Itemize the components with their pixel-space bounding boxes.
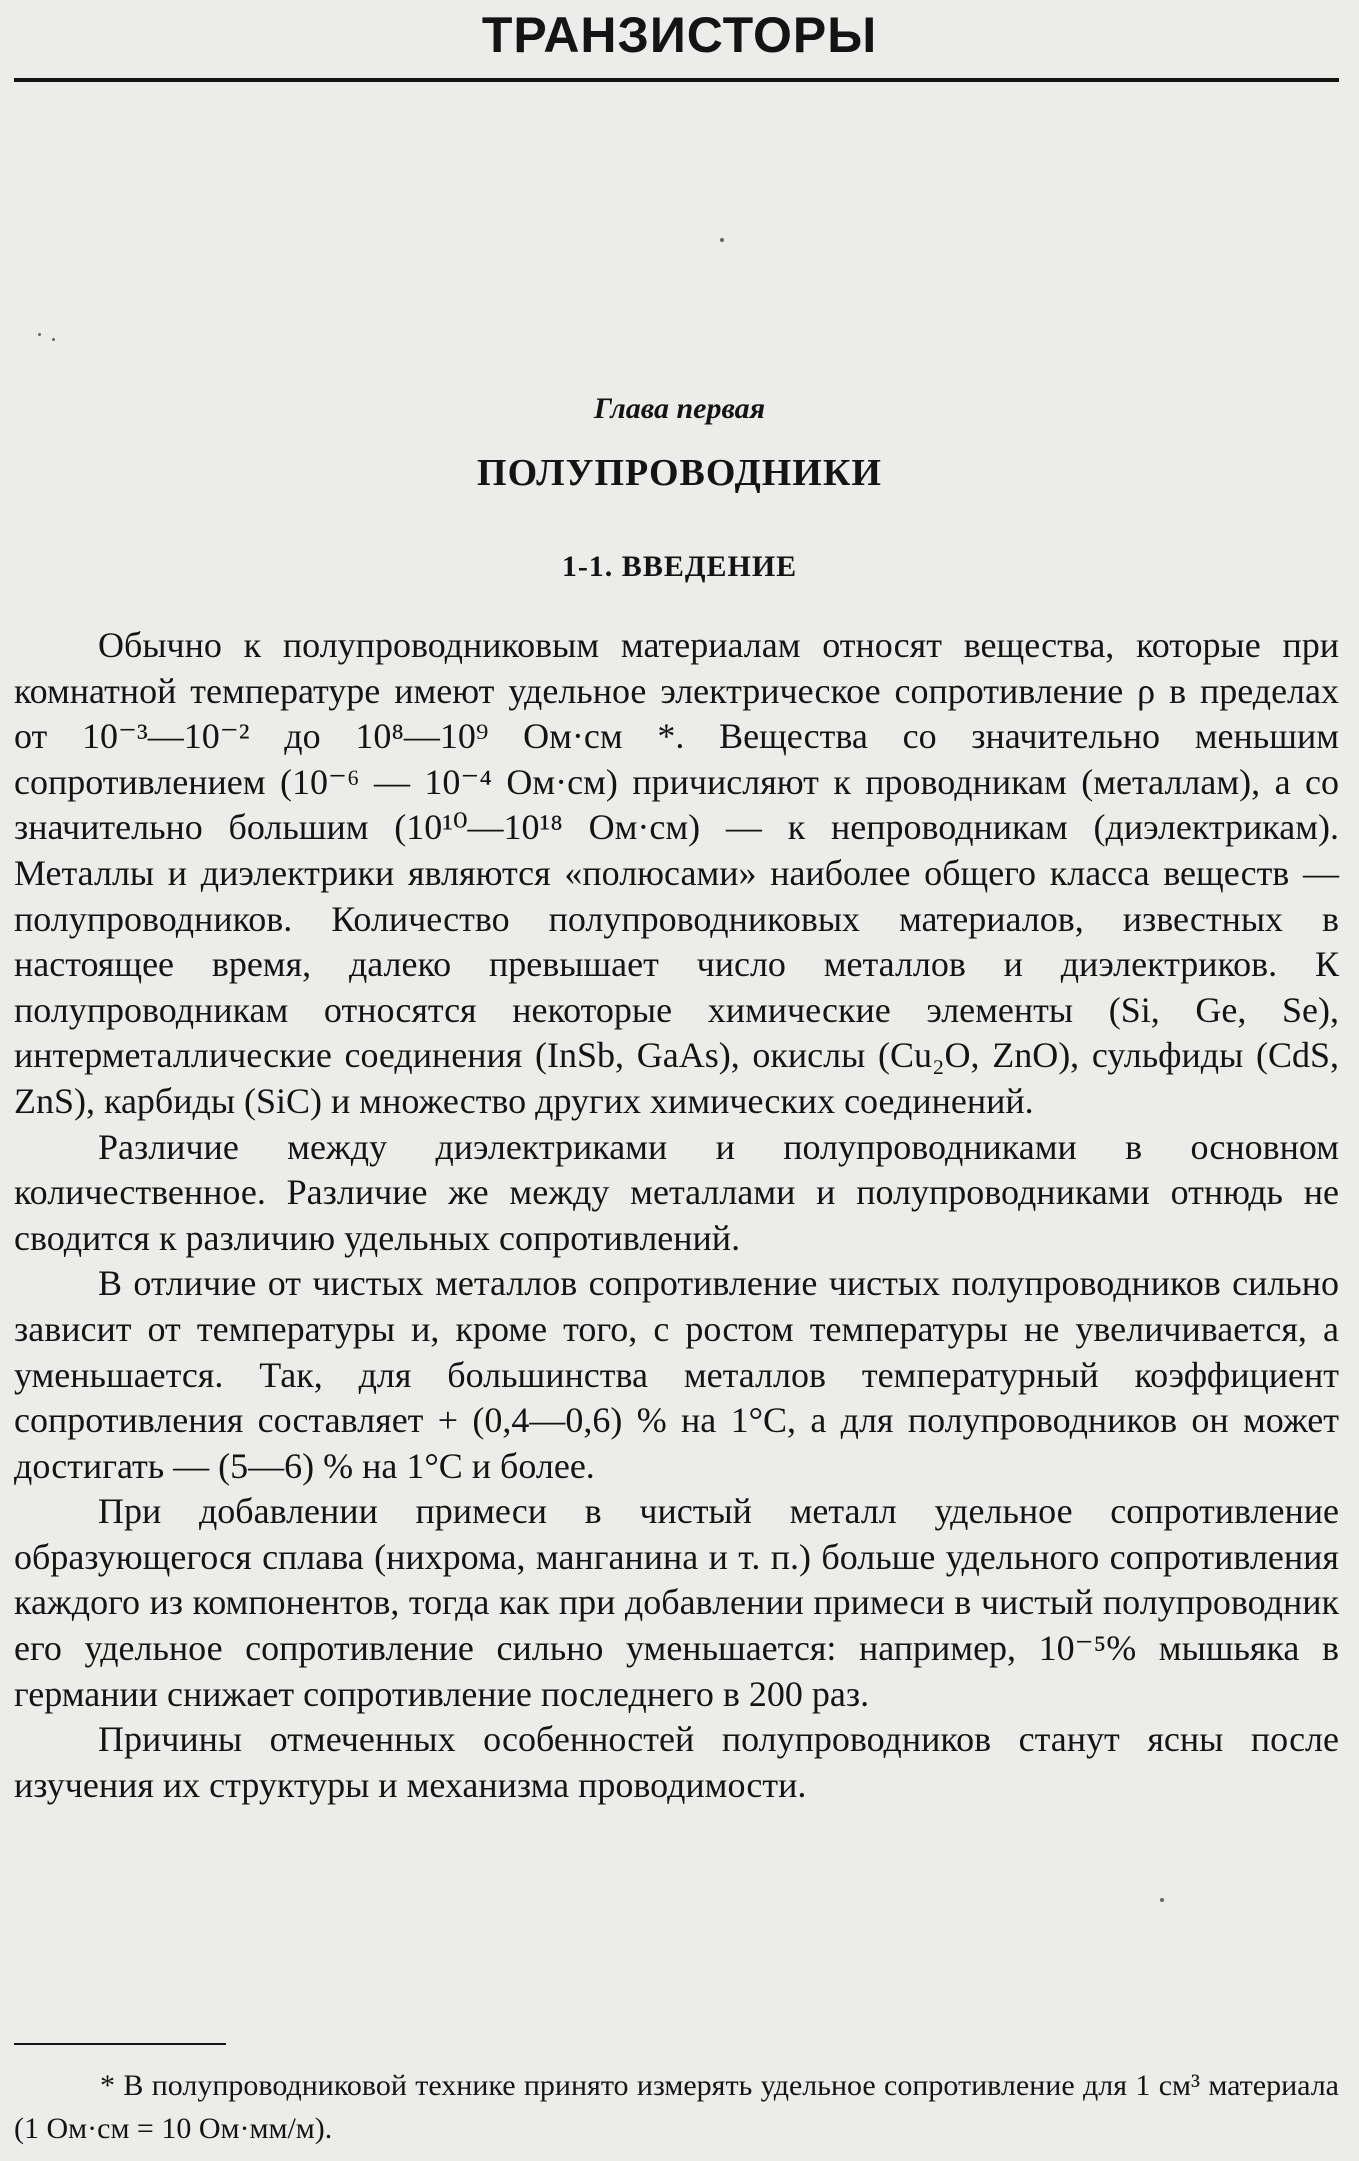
chapter-label: Глава первая [593, 392, 766, 425]
print-speck [1160, 1898, 1164, 1902]
print-speck [52, 338, 55, 341]
print-speck [38, 333, 41, 336]
section-title: 1-1. ВВЕДЕНИЕ [561, 550, 798, 583]
paragraph: Обычно к полупроводниковым материалам относят вещества, которые при комнатной температуре имеют удельное электрическое сопротивление ρ в пределах от 10⁻³—10⁻² до 10⁸—10⁹ Ом·см *. Вещества со значительно меньшим сопротивлением (10⁻⁶ — 10⁻⁴ Ом·см) причисляют к проводникам (металлам), а со значительно большим (10¹⁰—10¹⁸ Ом·см) — к непроводникам (диэлектрикам). Металлы и диэлектрики являются «полюсами» наиболее общего класса веществ — полупроводников. Количество полупроводниковых материалов, известных в настоящее время, далеко превышает число металлов и диэлектриков. К полупроводникам относятся некоторые химические элементы (Si, Ge, Se), интерметаллические соединения (InSb, GaAs), окислы (Cu₂O, ZnO), сульфиды (CdS, ZnS), карбиды (SiC) и множество других химических соединений. [14, 625, 1339, 1121]
body-text [14, 623, 1339, 1808]
paragraph: В отличие от чистых металлов сопротивление чистых полупроводников сильно зависит от температуры и, кроме того, с ростом температуры не увеличивается, а уменьшается. Так, для большинства металлов температурный коэффициент сопротивления составляет + (0,4—0,6) % на 1°C, а для полупроводников он может достигать — (5—6) % на 1°C и более. [14, 1263, 1339, 1486]
running-head: ТРАНЗИСТОРЫ [481, 7, 878, 63]
paragraph: При добавлении примеси в чистый металл удельное сопротивление образующегося сплава (нихрома, манганина и т. п.) больше удельного сопротивления каждого из компонентов, тогда как при добавлении примеси в чистый полупроводник его удельное сопротивление сильно уменьшается: например, 10⁻⁵% мышьяка в германии снижает сопротивление последнего в 200 раз. [14, 1491, 1339, 1714]
chapter-title: ПОЛУПРОВОДНИКИ [477, 452, 882, 494]
footnote: * В полупроводниковой технике принято измерять удельное сопротивление для 1 см³ материала (1 Ом·см = 10 Ом·мм/м). [14, 2069, 1339, 2145]
paragraph: Причины отмеченных особенностей полупроводников станут ясны после изучения их структуры и механизма проводимости. [14, 1719, 1339, 1805]
header-rule [14, 78, 1339, 82]
footnote-rule [14, 2043, 226, 2045]
print-speck [720, 238, 724, 242]
paragraph: Различие между диэлектриками и полупроводниками в основном количественное. Различие же между металлами и полупроводниками отнюдь не сводится к различию удельных сопротивлений. [14, 1126, 1339, 1258]
